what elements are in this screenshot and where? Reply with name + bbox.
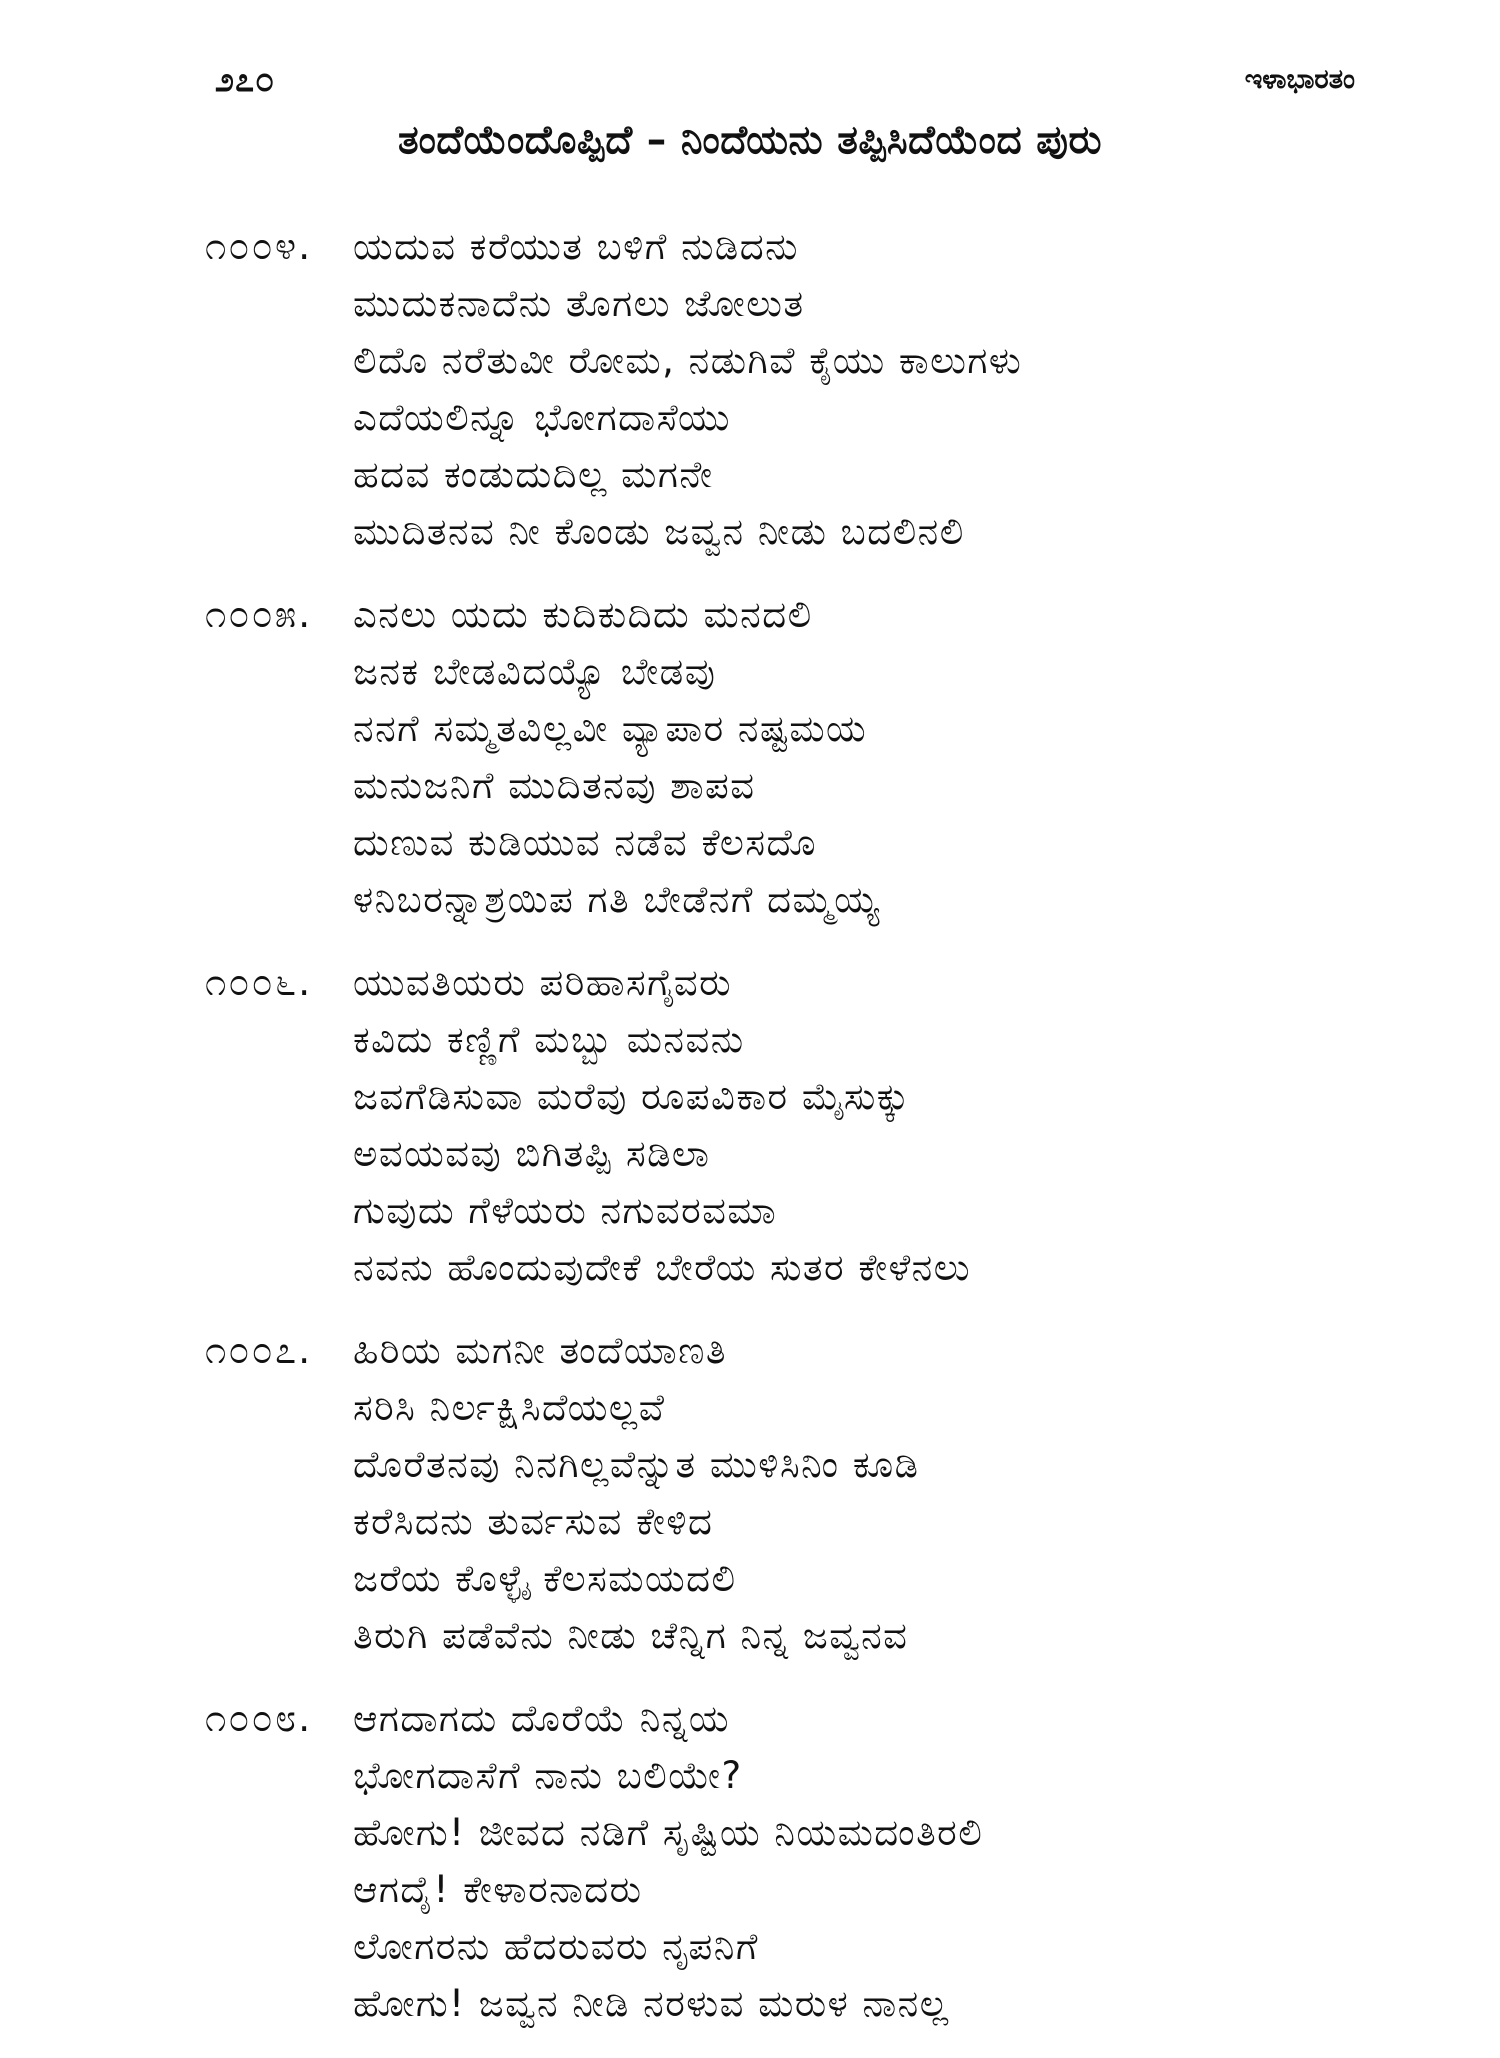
verse-1006	[205, 954, 1405, 1296]
verse-lines	[353, 1322, 1405, 1664]
verse-line: ತಿರುಗಿ ಪಡೆವೆನು ನೀಡು ಚೆನ್ನಿಗ ನಿನ್ನ ಜವ್ವನವ	[353, 1614, 909, 1657]
verse-line: ಮುದುಕನಾದೆನು ತೊಗಲು ಜೋಲುತ	[353, 282, 805, 325]
verse-line: ಆಗದೈ! ಕೇಳಾರನಾದರು	[353, 1868, 643, 1911]
verse-line: ಗುವುದು ಗೆಳೆಯರು ನಗುವರವಮಾ	[353, 1189, 778, 1232]
verse-1008	[205, 1690, 1405, 2032]
verse-line: ಯುವತಿಯರು ಪರಿಹಾಸಗೈವರು	[353, 961, 733, 1004]
section-title: ತಂದೆಯೆಂದೊಪ್ಪಿದೆ – ನಿಂದೆಯನು ತಪ್ಪಿಸಿದೆಯೆಂದ ಪುರು	[397, 118, 1103, 163]
verse-1005	[205, 586, 1405, 928]
verse-line: ಲೋಗರನು ಹೆದರುವರು ನೃಪನಿಗೆ	[353, 1925, 759, 1968]
verse-line: ಸರಿಸಿ ನಿರ್ಲಕ್ಷಿಸಿದೆಯಲ್ಲವೆ	[353, 1386, 666, 1429]
verse-number: ೧೦೦೬.	[205, 960, 313, 1004]
verse-line: ಜನಕ ಬೇಡವಿದಯ್ಯೊ ಬೇಡವು	[353, 650, 717, 693]
verse-1007	[205, 1322, 1405, 1664]
verse-lines	[353, 1690, 1405, 2032]
verse-line: ಮನುಜನಿಗೆ ಮುದಿತನವು ಶಾಪವ	[353, 764, 756, 807]
verse-1004	[205, 218, 1405, 560]
page-number: ೨೭೦	[215, 60, 276, 100]
verse-line: ದೊರೆತನವು ನಿನಗಿಲ್ಲವೆನ್ನುತ ಮುಳಿಸಿನಿಂ ಕೂಡಿ	[353, 1443, 920, 1486]
verse-list	[205, 218, 1405, 2058]
verse-lines	[353, 586, 1405, 928]
running-head: ಇಳಾಭಾರತಂ	[1244, 64, 1355, 95]
verse-line: ಹಿರಿಯ ಮಗನೀ ತಂದೆಯಾಣತಿ	[353, 1329, 727, 1372]
verse-line: ಕರೆಸಿದನು ತುರ್ವಸುವ ಕೇಳಿದ	[353, 1500, 714, 1543]
verse-number: ೧೦೦೮.	[205, 1696, 313, 1740]
verse-line: ಕವಿದು ಕಣ್ಣಿಗೆ ಮಬ್ಬು ಮನವನು	[353, 1018, 745, 1061]
verse-line: ದುಣುವ ಕುಡಿಯುವ ನಡೆವ ಕೆಲಸದೊ	[353, 821, 818, 864]
verse-number: ೧೦೦೪.	[205, 224, 313, 268]
verse-line: ಜವಗೆಡಿಸುವಾ ಮರೆವು ರೂಪವಿಕಾರ ಮೈಸುಕ್ಕು	[353, 1075, 911, 1118]
verse-line: ಜರೆಯ ಕೊಳ್ಳೈ ಕೆಲಸಮಯದಲಿ	[353, 1557, 737, 1600]
verse-lines	[353, 218, 1405, 560]
page-header	[215, 58, 1355, 102]
verse-number: ೧೦೦೫.	[205, 592, 313, 636]
verse-line: ಹೋಗು! ಜೀವದ ನಡಿಗೆ ಸೃಷ್ಟಿಯ ನಿಯಮದಂತಿರಲಿ	[353, 1811, 984, 1854]
verse-line: ಲಿದೊ ನರೆತುವೀ ರೋಮ, ನಡುಗಿವೆ ಕೈಯು ಕಾಲುಗಳು	[353, 339, 1023, 382]
verse-line: ಭೋಗದಾಸೆಗೆ ನಾನು ಬಲಿಯೇ?	[353, 1754, 743, 1797]
verse-line: ಮುದಿತನವ ನೀ ಕೊಂಡು ಜವ್ವನ ನೀಡು ಬದಲಿನಲಿ	[353, 510, 965, 553]
verse-line: ಎನಲು ಯದು ಕುದಿಕುದಿದು ಮನದಲಿ	[353, 593, 813, 636]
verse-line: ಹದವ ಕಂಡುದುದಿಲ್ಲ ಮಗನೇ	[353, 453, 714, 496]
verse-line: ಅವಯವವು ಬಿಗಿತಪ್ಪಿ ಸಡಿಲಾ	[353, 1132, 711, 1175]
verse-line: ನನಗೆ ಸಮ್ಮತವಿಲ್ಲವೀ ವ್ಯಾಪಾರ ನಷ್ಟಮಯ	[353, 707, 868, 750]
verse-number: ೧೦೦೭.	[205, 1328, 313, 1372]
verse-line: ಆಗದಾಗದು ದೊರೆಯೆ ನಿನ್ನಯ	[353, 1697, 731, 1740]
verse-line: ಎದೆಯಲಿನ್ನೂ ಭೋಗದಾಸೆಯು	[353, 396, 731, 439]
verse-line: ಯದುವ ಕರೆಯುತ ಬಳಿಗೆ ನುಡಿದನು	[353, 225, 799, 268]
verse-line: ನವನು ಹೊಂದುವುದೇಕೆ ಬೇರೆಯ ಸುತರ ಕೇಳೆನಲು	[353, 1246, 971, 1289]
verse-lines	[353, 954, 1405, 1296]
verse-line: ಹೋಗು! ಜವ್ವನ ನೀಡಿ ನರಳುವ ಮರುಳ ನಾನಲ್ಲ	[353, 1982, 950, 2025]
verse-line: ಳನಿಬರನ್ನಾಶ್ರಯಿಪ ಗತಿ ಬೇಡೆನಗೆ ದಮ್ಮಯ್ಯ	[353, 878, 881, 921]
